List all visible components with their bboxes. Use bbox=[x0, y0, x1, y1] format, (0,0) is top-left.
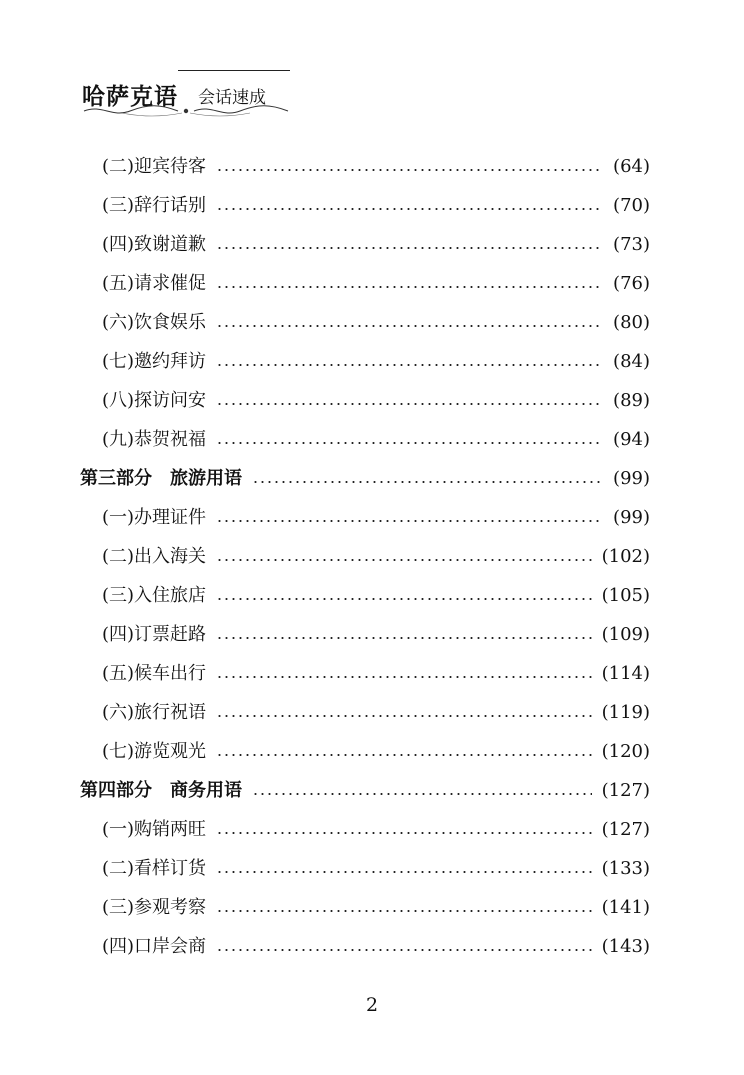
dot-leader bbox=[216, 676, 592, 678]
toc-entry-title: (九)恭贺祝福 bbox=[102, 429, 207, 450]
toc-section-row bbox=[80, 466, 650, 492]
toc-section-row bbox=[80, 778, 650, 804]
header-top-rule bbox=[178, 70, 290, 71]
book-title: 哈萨克语 bbox=[82, 84, 178, 110]
toc-entry-row bbox=[102, 154, 650, 180]
toc-entry-title: (七)邀约拜访 bbox=[102, 351, 207, 372]
toc-page-number: (141) bbox=[601, 897, 650, 918]
toc-section-title: 第三部分 旅游用语 bbox=[80, 468, 242, 489]
toc-page-number: (119) bbox=[601, 702, 650, 723]
dot-leader bbox=[216, 832, 592, 834]
toc-entry-row bbox=[102, 622, 650, 648]
toc-entry-row bbox=[102, 349, 650, 375]
dot-leader bbox=[216, 286, 603, 288]
toc-entry-row bbox=[102, 232, 650, 258]
toc-entry-title: (三)参观考察 bbox=[102, 897, 207, 918]
toc-entry-row bbox=[102, 388, 650, 414]
toc-entry-title: (五)候车出行 bbox=[102, 663, 207, 684]
toc-page-number: (105) bbox=[601, 585, 650, 606]
dot-leader bbox=[216, 247, 603, 249]
toc-entry-title: (五)请求催促 bbox=[102, 273, 207, 294]
toc-entry-title: (八)探访问安 bbox=[102, 390, 207, 411]
toc-entry-title: (六)饮食娱乐 bbox=[102, 312, 207, 333]
toc-page-number: (102) bbox=[601, 546, 650, 567]
toc-entry-row bbox=[102, 856, 650, 882]
toc-entry-row bbox=[102, 583, 650, 609]
toc-page-number: (99) bbox=[613, 468, 650, 489]
dot-leader bbox=[216, 364, 603, 366]
toc-entry-row bbox=[102, 700, 650, 726]
toc-entry-row bbox=[102, 739, 650, 765]
toc-entry-row bbox=[102, 310, 650, 336]
toc-page-number: (133) bbox=[601, 858, 650, 879]
dot-leader bbox=[216, 208, 603, 210]
toc-entry-row bbox=[102, 895, 650, 921]
dot-leader bbox=[216, 715, 592, 717]
toc-entry-row bbox=[102, 934, 650, 960]
dot-leader bbox=[216, 442, 603, 444]
toc-page-number: (143) bbox=[601, 936, 650, 957]
dot-leader bbox=[216, 637, 592, 639]
toc-entry-row bbox=[102, 193, 650, 219]
toc-page-number: (109) bbox=[601, 624, 650, 645]
toc-entry-title: (三)入住旅店 bbox=[102, 585, 207, 606]
toc-entry-title: (七)游览观光 bbox=[102, 741, 207, 762]
toc-page-number: (114) bbox=[601, 663, 650, 684]
dot-leader bbox=[216, 325, 603, 327]
toc-page-number: (76) bbox=[613, 273, 650, 294]
toc-entry-title: (一)办理证件 bbox=[102, 507, 207, 528]
toc-page-number: (64) bbox=[613, 156, 650, 177]
dot-leader bbox=[216, 520, 603, 522]
dot-leader bbox=[216, 559, 592, 561]
toc-entry-title: (三)辞行话别 bbox=[102, 195, 207, 216]
dot-leader bbox=[216, 910, 592, 912]
page-number: 2 bbox=[365, 994, 379, 1016]
toc-entry-row bbox=[102, 661, 650, 687]
toc-entry-title: (一)购销两旺 bbox=[102, 819, 207, 840]
dot-leader bbox=[216, 598, 592, 600]
decorative-swirl-ornament bbox=[82, 104, 290, 118]
toc-page-number: (94) bbox=[613, 429, 650, 450]
toc-page-number: (120) bbox=[601, 741, 650, 762]
toc-entry-title: (二)出入海关 bbox=[102, 546, 207, 567]
dot-leader bbox=[216, 754, 592, 756]
toc-entry-title: (二)迎宾待客 bbox=[102, 156, 207, 177]
toc-entry-row bbox=[102, 271, 650, 297]
toc-entry-row bbox=[102, 505, 650, 531]
toc-page-number: (73) bbox=[613, 234, 650, 255]
toc-entry-title: (四)口岸会商 bbox=[102, 936, 207, 957]
dot-leader bbox=[216, 949, 592, 951]
book-subtitle: 会话速成 bbox=[198, 88, 266, 108]
toc-entry-row bbox=[102, 427, 650, 453]
toc-page-number: (84) bbox=[613, 351, 650, 372]
toc-entry-title: (六)旅行祝语 bbox=[102, 702, 207, 723]
toc-section-title: 第四部分 商务用语 bbox=[80, 780, 242, 801]
dot-leader bbox=[252, 793, 592, 795]
toc-entry-row bbox=[102, 817, 650, 843]
toc-entry-title: (四)致谢道歉 bbox=[102, 234, 207, 255]
toc-page-number: (80) bbox=[613, 312, 650, 333]
toc-page-number: (70) bbox=[613, 195, 650, 216]
toc-page-number: (127) bbox=[601, 780, 650, 801]
dot-leader bbox=[216, 871, 592, 873]
toc-page-number: (89) bbox=[613, 390, 650, 411]
toc-page-number: (99) bbox=[613, 507, 650, 528]
toc-entry-title: (二)看样订货 bbox=[102, 858, 207, 879]
dot-leader bbox=[252, 481, 603, 483]
running-header bbox=[78, 58, 290, 122]
dot-leader bbox=[216, 169, 603, 171]
toc-entry-title: (四)订票赶路 bbox=[102, 624, 207, 645]
toc-entry-row bbox=[102, 544, 650, 570]
dot-leader bbox=[216, 403, 603, 405]
toc-page-number: (127) bbox=[601, 819, 650, 840]
